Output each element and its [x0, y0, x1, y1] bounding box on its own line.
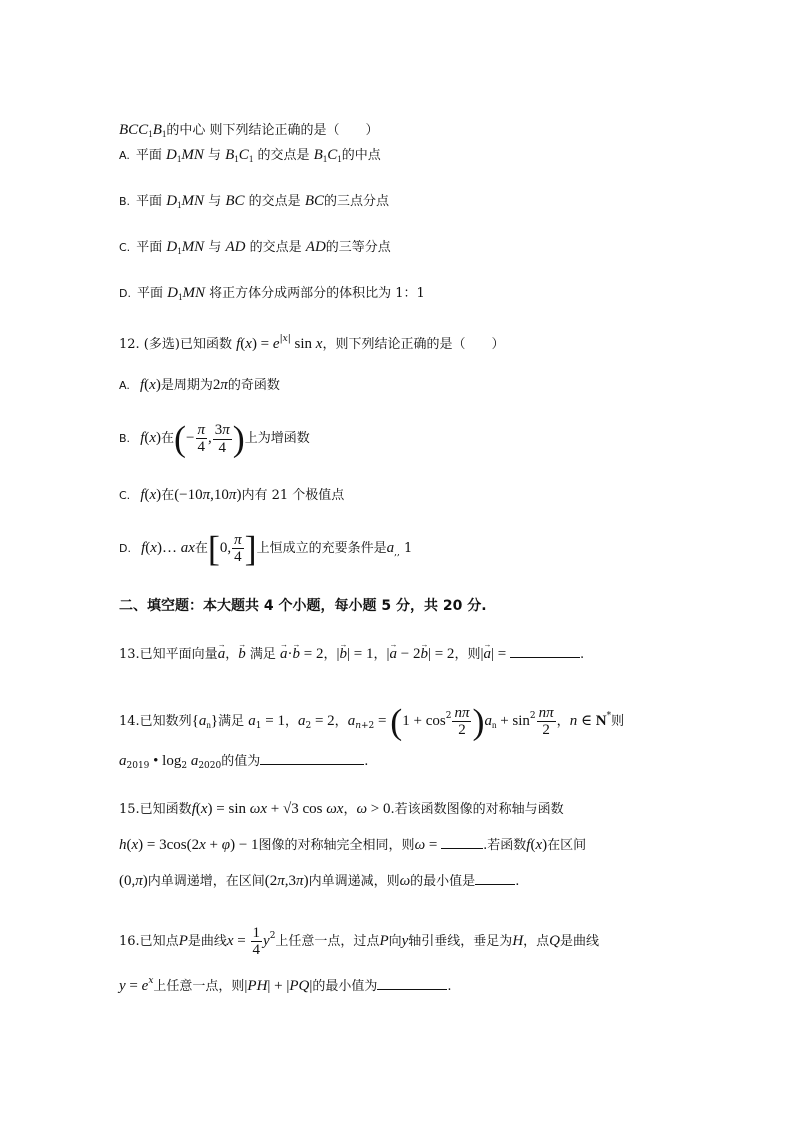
- q12-option-d: D. f(x)… ax在[0, $\frac{\pi}{4}$ ]上恒成立的充要条件是$a_{,,}$ 1: [119, 528, 413, 569]
- q16-line1: 16.已知点P是曲线x = $\frac{1}{4}$ $y^2$上任意一点，过点P向y轴引垂线，垂足为H，点Q是曲线: [119, 925, 600, 958]
- q14-answer-blank[interactable]: [260, 752, 364, 765]
- q11-option-b: B. 平面 $D_1MN$ 与 BC 的交点是 BC的三点分点: [119, 193, 389, 210]
- q11-option-d: D. 平面 $D_1MN$ 将正方体分成两部分的体积比为 1：1: [119, 285, 425, 302]
- q15-line1: 15.已知函数f(x) = sin ωx + √3 cos ωx，ω > 0.若该函数图像的对称轴与函数: [119, 801, 564, 817]
- q16-answer-blank[interactable]: [377, 977, 447, 990]
- q16-line2: $y = e^x$上任意一点，则|PH| + |PQ|的最小值为 .: [119, 976, 452, 994]
- q12-option-c: C. f(x)在(−10π,10π)内有 21 个极值点: [119, 487, 345, 503]
- q12-option-a: A. f(x)是周期为2π的奇函数: [119, 377, 280, 393]
- q13: 13.已知平面向量→ a，→ b 满足 → a·→ b = 2，|→ b| = 1，|→ a − 2→ b| = 2，则|→ a| = .: [119, 645, 584, 664]
- q15-line3: (0,π)内单调递增，在区间(2π,3π)内单调递减，则ω的最小值是 .: [119, 873, 520, 889]
- q14-line2: $a_{2019}$ • $\log_2 a_{2020}$的值为 .: [119, 753, 369, 771]
- q11-stem-tail: $BCC_1B_1$的中心 则下列结论正确的是（ ）: [119, 122, 379, 139]
- q14-line1: 14.已知数列$\{a_n\}$满足 $a_1 = 1$，$a_2 = 2$，$a_{n+2} = (1 + \cos^2$ $\frac{n\pi}{2}$ )$a_n + \sin^2$ $\frac{n\pi}{2}$ ，n ∈ N*则: [119, 701, 625, 742]
- q13-answer-blank[interactable]: [510, 645, 580, 658]
- section-2-title: 二、填空题：本大题共 4 个小题，每小题 5 分，共 20 分.: [119, 598, 487, 614]
- q11-option-a: A. 平面 $D_1MN$ 与 $B_1C_1$ 的交点是 $B_1C_1$的中点: [119, 147, 381, 164]
- q15-line2: h(x) = 3cos(2x + φ) − 1图像的对称轴完全相同，则ω = .若函数f(x)在区间: [119, 837, 587, 853]
- q11-option-c: C. 平面 $D_1MN$ 与 AD 的交点是 AD的三等分点: [119, 239, 391, 256]
- q12-stem: 12. (多选)已知函数 $f(x) = e^{|x|}$ sin x，则下列结论正确的是（ ）: [119, 334, 505, 352]
- q15-answer-blank-2[interactable]: [475, 872, 515, 885]
- q12-option-b: B. f(x)在(− $\frac{\pi}{4}$ , $\frac{3\pi}{4}$ )上为增函数: [119, 418, 310, 459]
- q15-answer-blank-1[interactable]: [441, 836, 483, 849]
